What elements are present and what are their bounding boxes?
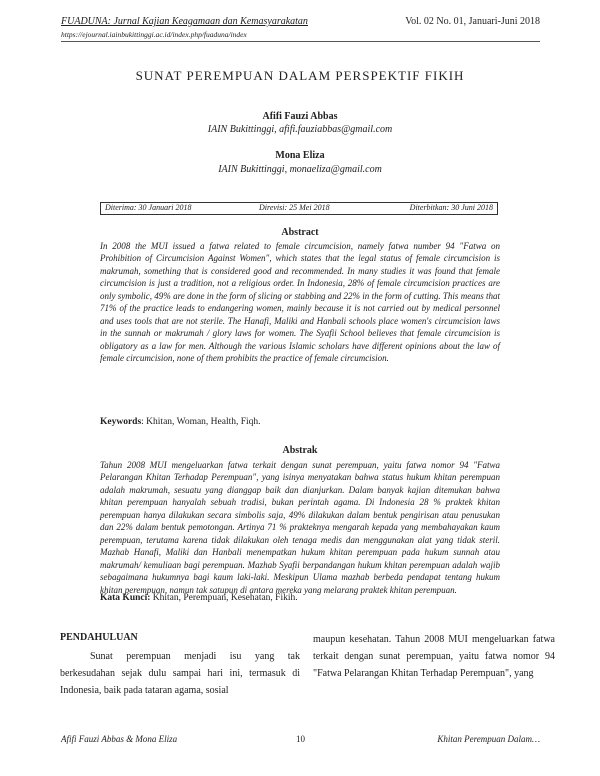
body-left-column: Sunat perempuan menjadi isu yang tak berkesudahan sejak dulu sampai hari ini, termasuk di Indonesia, baik pada tataran agama, sosial	[60, 651, 300, 696]
volume-info: Vol. 02 No. 01, Januari-Juni 2018	[405, 16, 540, 27]
abstrak-heading: Abstrak	[282, 445, 318, 456]
journal-name: FUADUNA: Jurnal Kajian Keagamaan dan Kemasyarakatan	[61, 16, 308, 27]
revised-date: Direvisi: 25 Mei 2018	[259, 203, 330, 212]
author-name-1: Afifi Fauzi Abbas	[262, 111, 338, 122]
section-heading: PENDAHULUAN	[60, 632, 138, 643]
received-date: Diterima: 30 Januari 2018	[105, 203, 192, 212]
author-affiliation-1: IAIN Bukittinggi, afifi.fauziabbas@gmail.com	[207, 124, 393, 135]
abstract-heading: Abstract	[281, 227, 319, 238]
kata-kunci-line: Kata Kunci: Khitan, Perempuan, Kesehatan, Fikih.	[100, 593, 298, 603]
footer-running-title: Khitan Perempuan Dalam…	[437, 734, 540, 744]
abstrak-text: Tahun 2008 MUI mengeluarkan fatwa terkait dengan sunat perempuan, yaitu fatwa nomor 94 "Fatwa Pelarangan Khitan Terhadap Perempuan", yang isinya menyatakan bahwa status hukum khitan perempuan adalah makrumah, sesuatu yang dianggap baik dan dianjurkan. Dalam banyak kajian ditemukan bahwa khitan perempuan hanyalah sebuah tradisi, bukan perintah agama. Di Indonesia 28 % praktek khitan perempuan hanya dilakukan secara simbolis saja, 49% dilakukan dalam bentuk pengirisan atau penusukan dan 22% dalam bentuk pemotongan. Artinya 71 % prakteknya mengarah kepada yang membahayakan kaum perempuan, terutama karena tidak dilakukan oleh tenaga medis dan menggunakan alat yang tidak steril. Mazhab Hanafi, Maliki dan Hanbali menempatkan hukum khitan perempuan pada hukum sunnah atau makrumah/ kemuliaan bagi perempuan. Mazhab Syafii berpandangan hukum khitan perempuan adalah wajib sebagaimana hukumnya bagi kaum laki-laki. Meskipun Ulama mazhab berbeda pendapat tentang hukum khitan perempuan, namun tak satupun di antara mereka yang melarang praktek khitan perempuan.	[100, 460, 500, 595]
article-title: SUNAT PEREMPUAN DALAM PERSPEKTIF FIKIH	[135, 68, 465, 83]
page-number: 10	[296, 734, 305, 744]
abstract-text: In 2008 the MUI issued a fatwa related to female circumcision, namely fatwa number 94 "Fatwa on Prohibition of Circumcision Against Women", which states that the legal status of female circumcision is makrumah, something that is considered good and recommended. In many studies it was found that female circumcision is just a tradition, not a religious order. In Indonesia, 28% of female circumcision practices are only symbolic, 49% are done in the form of slicing or stabbing and 22% in the form of cutting. This means that 71% of the practice leads to endangering women, mainly because it is not carried out by medical personnel and uses tools that are not sterile. The Hanafi, Maliki and Hanbali schools place women's circumcision laws in the sunnah or makrumah / glory laws for women. The Syafii School believes that female circumcision is obligatory as a law for men. Although the various Islamic scholars have different opinions about the law of female circumcision, none of them prohibits the practice of female circumcision.	[100, 241, 500, 364]
footer-authors: Afifi Fauzi Abbas & Mona Eliza	[61, 734, 178, 744]
keywords-line: Keywords: Khitan, Woman, Health, Fiqh.	[100, 417, 261, 427]
author-affiliation-2: IAIN Bukittinggi, monaeliza@gmail.com	[218, 164, 382, 175]
published-date: Diterbitkan: 30 Juni 2018	[409, 203, 493, 212]
header-divider	[61, 41, 540, 42]
author-name-2: Mona Eliza	[275, 150, 325, 161]
article-dates-box	[100, 202, 498, 215]
journal-url[interactable]: https://ejournal.iainbukittinggi.ac.id/index.php/fuaduna/index	[61, 30, 247, 39]
body-right-column: maupun kesehatan. Tahun 2008 MUI mengeluarkan fatwa terkait dengan sunat perempuan, yaitu fatwa nomor 94 "Fatwa Pelarangan Khitan Terhadap Perempuan", yang	[313, 634, 555, 679]
